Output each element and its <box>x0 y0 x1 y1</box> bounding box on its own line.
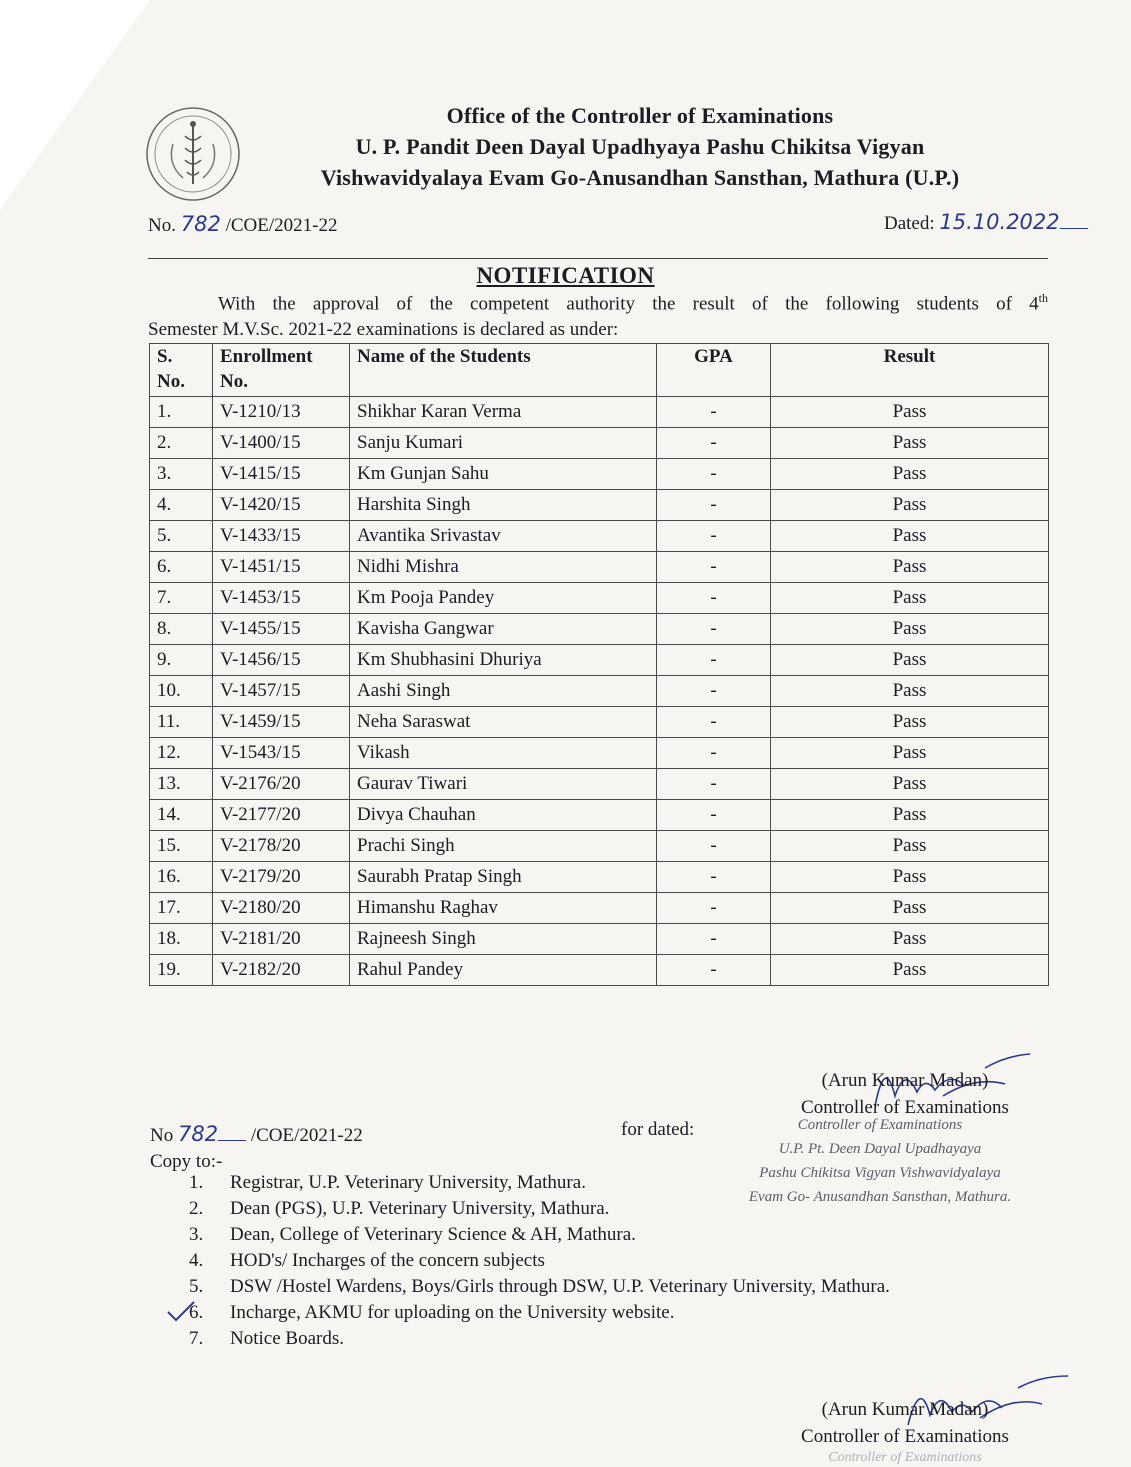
cell-enrollment: V-2181/20 <box>213 924 350 955</box>
cell-enrollment: V-2180/20 <box>213 893 350 924</box>
intro-superscript: th <box>1038 291 1048 305</box>
cell-gpa: - <box>657 428 771 459</box>
cell-result: Pass <box>771 614 1049 645</box>
cell-enrollment: V-2179/20 <box>213 862 350 893</box>
table-row <box>150 862 1049 893</box>
copy-ref-number-handwritten: 782 <box>177 1122 219 1146</box>
cell-gpa: - <box>657 831 771 862</box>
cell-result: Pass <box>771 459 1049 490</box>
office-header <box>255 100 1025 193</box>
copy-header <box>150 1121 363 1175</box>
signatory-title-1: Controller of Examinations <box>801 1097 1009 1118</box>
for-dated-label: for dated: <box>621 1119 695 1140</box>
reference-number <box>148 212 337 237</box>
table-row <box>150 645 1049 676</box>
cell-student-name: Km Pooja Pandey <box>350 583 657 614</box>
cell-sno: 11. <box>150 707 213 738</box>
stamp-line-3: Pashu Chikitsa Vigyan Vishwavidyalaya <box>759 1165 1001 1181</box>
cell-gpa: - <box>657 738 771 769</box>
copy-ref-suffix: /COE/2021-22 <box>250 1125 363 1146</box>
cell-enrollment: V-1543/15 <box>213 738 350 769</box>
cell-student-name: Himanshu Raghav <box>350 893 657 924</box>
cell-result: Pass <box>771 645 1049 676</box>
signatory-name-1: (Arun Kumar Madan) <box>821 1070 989 1091</box>
table-row <box>150 614 1049 645</box>
cell-sno: 12. <box>150 738 213 769</box>
cell-sno: 1. <box>150 397 213 428</box>
list-item-number: 5. <box>189 1276 204 1297</box>
list-item <box>189 1222 890 1248</box>
cell-enrollment: V-2178/20 <box>213 831 350 862</box>
cell-result: Pass <box>771 955 1049 986</box>
cell-student-name: Neha Saraswat <box>350 707 657 738</box>
stamp-fragment: Controller of Examinations <box>828 1450 982 1465</box>
date-line <box>884 210 1088 235</box>
list-item <box>189 1274 890 1300</box>
list-item-number: 7. <box>189 1328 204 1349</box>
cell-enrollment: V-1459/15 <box>213 707 350 738</box>
cell-result: Pass <box>771 862 1049 893</box>
cell-sno: 13. <box>150 769 213 800</box>
dated-label: Dated: <box>884 213 935 234</box>
stamp-line-2: U.P. Pt. Deen Dayal Upadhayaya <box>778 1141 982 1157</box>
cell-enrollment: V-1420/15 <box>213 490 350 521</box>
list-item <box>189 1300 890 1326</box>
cell-enrollment: V-1210/13 <box>213 397 350 428</box>
cell-student-name: Shikhar Karan Verma <box>350 397 657 428</box>
cell-gpa: - <box>657 924 771 955</box>
header-line-1: Office of the Controller of Examinations <box>446 103 834 128</box>
cell-gpa: - <box>657 614 771 645</box>
copy-ref-line <box>150 1121 363 1149</box>
ref-suffix: /COE/2021-22 <box>225 215 338 236</box>
table-row <box>150 676 1049 707</box>
cell-student-name: Divya Chauhan <box>350 800 657 831</box>
table-row <box>150 583 1049 614</box>
table-row <box>150 769 1049 800</box>
table-row <box>150 707 1049 738</box>
folded-corner <box>0 0 150 210</box>
cell-student-name: Sanju Kumari <box>350 428 657 459</box>
table-row <box>150 552 1049 583</box>
cell-gpa: - <box>657 521 771 552</box>
cell-enrollment: V-1433/15 <box>213 521 350 552</box>
list-item-number: 6. <box>189 1302 204 1323</box>
cell-result: Pass <box>771 769 1049 800</box>
cell-gpa: - <box>657 707 771 738</box>
dated-handwritten: 15.10.2022 <box>939 210 1060 234</box>
header-enrollment: Enrollment No. <box>213 344 350 397</box>
cell-student-name: Avantika Srivastav <box>350 521 657 552</box>
list-item <box>189 1326 890 1352</box>
cell-sno: 8. <box>150 614 213 645</box>
list-item-text: Dean, College of Veterinary Science & AH, Mathura. <box>230 1224 636 1245</box>
cell-sno: 14. <box>150 800 213 831</box>
cell-enrollment: V-1456/15 <box>213 645 350 676</box>
cell-gpa: - <box>657 490 771 521</box>
cell-result: Pass <box>771 552 1049 583</box>
list-item-number: 3. <box>189 1224 204 1245</box>
cell-student-name: Rahul Pandey <box>350 955 657 986</box>
list-item <box>189 1248 890 1274</box>
cell-sno: 6. <box>150 552 213 583</box>
cell-result: Pass <box>771 893 1049 924</box>
cell-sno: 18. <box>150 924 213 955</box>
cell-enrollment: V-1457/15 <box>213 676 350 707</box>
cell-enrollment: V-1400/15 <box>213 428 350 459</box>
cell-sno: 10. <box>150 676 213 707</box>
list-item-text: Registrar, U.P. Veterinary University, Mathura. <box>230 1172 586 1193</box>
cell-sno: 15. <box>150 831 213 862</box>
table-header-row <box>150 344 1049 397</box>
cell-result: Pass <box>771 583 1049 614</box>
cell-result: Pass <box>771 428 1049 459</box>
table-row <box>150 490 1049 521</box>
list-item-text: HOD's/ Incharges of the concern subjects <box>230 1250 545 1271</box>
header-name: Name of the Students <box>350 344 657 397</box>
cell-student-name: Saurabh Pratap Singh <box>350 862 657 893</box>
cell-gpa: - <box>657 459 771 490</box>
cell-student-name: Kavisha Gangwar <box>350 614 657 645</box>
cell-sno: 5. <box>150 521 213 552</box>
stamp-line-4: Evam Go- Anusandhan Sansthan, Mathura. <box>748 1189 1012 1205</box>
table-row <box>150 955 1049 986</box>
cell-result: Pass <box>771 397 1049 428</box>
copy-to-list <box>189 1170 890 1352</box>
copy-to-label: Copy to:- <box>150 1151 223 1172</box>
cell-enrollment: V-1453/15 <box>213 583 350 614</box>
signature-block-2 <box>770 1396 1040 1450</box>
cell-sno: 16. <box>150 862 213 893</box>
list-item-text: DSW /Hostel Wardens, Boys/Girls through DSW, U.P. Veterinary University, Mathura. <box>230 1276 890 1297</box>
cell-result: Pass <box>771 707 1049 738</box>
list-item-text: Dean (PGS), U.P. Veterinary University, Mathura. <box>230 1198 610 1219</box>
table-row <box>150 831 1049 862</box>
list-item-number: 4. <box>189 1250 204 1271</box>
header-result: Result <box>771 344 1049 397</box>
signatory-title-2: Controller of Examinations <box>801 1426 1009 1447</box>
notification-title: NOTIFICATION <box>476 263 655 288</box>
cell-student-name: Nidhi Mishra <box>350 552 657 583</box>
intro-text-1: With the approval of the competent authority the result of the following students of 4 <box>218 293 1039 315</box>
cell-gpa: - <box>657 676 771 707</box>
cell-sno: 7. <box>150 583 213 614</box>
cell-sno: 9. <box>150 645 213 676</box>
cell-sno: 17. <box>150 893 213 924</box>
cell-student-name: Rajneesh Singh <box>350 924 657 955</box>
cell-gpa: - <box>657 800 771 831</box>
table-row <box>150 738 1049 769</box>
cell-student-name: Km Shubhasini Dhuriya <box>350 645 657 676</box>
header-gpa: GPA <box>657 344 771 397</box>
header-line-3: Vishwavidyalaya Evam Go-Anusandhan Sansthan, Mathura (U.P.) <box>320 165 960 190</box>
cell-gpa: - <box>657 893 771 924</box>
cell-student-name: Aashi Singh <box>350 676 657 707</box>
list-item-number: 1. <box>189 1172 204 1193</box>
list-item <box>189 1170 890 1196</box>
table-row <box>150 924 1049 955</box>
ref-number-handwritten: 782 <box>180 212 221 236</box>
copy-ref-prefix: No <box>150 1125 174 1146</box>
stamp-line-1: Controller of Examinations <box>797 1117 963 1133</box>
cell-sno: 2. <box>150 428 213 459</box>
cell-enrollment: V-2182/20 <box>213 955 350 986</box>
table-row <box>150 800 1049 831</box>
cell-gpa: - <box>657 955 771 986</box>
list-item-number: 2. <box>189 1198 204 1219</box>
results-table <box>149 343 1049 986</box>
cell-enrollment: V-2176/20 <box>213 769 350 800</box>
cell-student-name: Gaurav Tiwari <box>350 769 657 800</box>
list-item-text: Incharge, AKMU for uploading on the University website. <box>230 1302 675 1323</box>
intro-line-1 <box>218 291 1048 315</box>
cell-sno: 19. <box>150 955 213 986</box>
cell-sno: 3. <box>150 459 213 490</box>
cell-gpa: - <box>657 769 771 800</box>
cell-gpa: - <box>657 552 771 583</box>
university-emblem-icon <box>143 104 243 204</box>
cell-gpa: - <box>657 862 771 893</box>
cell-result: Pass <box>771 831 1049 862</box>
table-row <box>150 428 1049 459</box>
header-divider <box>148 258 1048 259</box>
ref-prefix: No. <box>148 215 176 236</box>
cell-student-name: Vikash <box>350 738 657 769</box>
cell-sno: 4. <box>150 490 213 521</box>
table-row <box>150 521 1049 552</box>
table-row <box>150 397 1049 428</box>
cell-result: Pass <box>771 676 1049 707</box>
intro-line-2: Semester M.V.Sc. 2021-22 examinations is declared as under: <box>148 319 619 340</box>
cell-result: Pass <box>771 924 1049 955</box>
cell-enrollment: V-1455/15 <box>213 614 350 645</box>
cell-student-name: Prachi Singh <box>350 831 657 862</box>
cell-result: Pass <box>771 738 1049 769</box>
cell-gpa: - <box>657 645 771 676</box>
cell-student-name: Harshita Singh <box>350 490 657 521</box>
cell-result: Pass <box>771 490 1049 521</box>
cell-student-name: Km Gunjan Sahu <box>350 459 657 490</box>
header-sno: S. No. <box>150 344 213 397</box>
cell-enrollment: V-1415/15 <box>213 459 350 490</box>
cell-result: Pass <box>771 521 1049 552</box>
cell-enrollment: V-1451/15 <box>213 552 350 583</box>
list-item <box>189 1196 890 1222</box>
cell-gpa: - <box>657 583 771 614</box>
table-row <box>150 893 1049 924</box>
table-row <box>150 459 1049 490</box>
list-item-text: Notice Boards. <box>230 1328 344 1349</box>
cell-result: Pass <box>771 800 1049 831</box>
cell-enrollment: V-2177/20 <box>213 800 350 831</box>
cell-gpa: - <box>657 397 771 428</box>
header-line-2: U. P. Pandit Deen Dayal Upadhyaya Pashu Chikitsa Vigyan <box>355 134 925 159</box>
signatory-name-2: (Arun Kumar Madan) <box>821 1399 989 1420</box>
